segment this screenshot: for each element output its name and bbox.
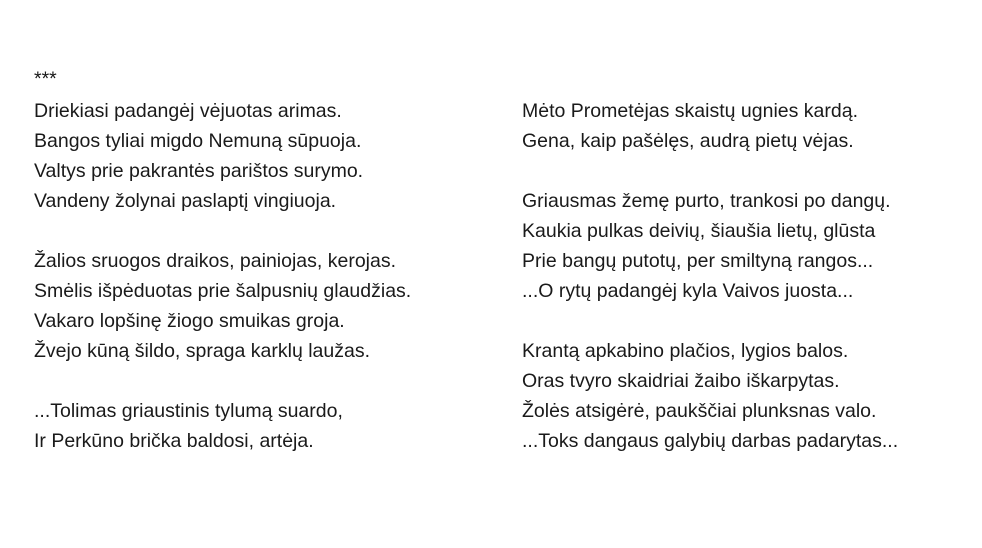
- stanza-left-1: [34, 96, 363, 216]
- poem-line: Ir Perkūno brička baldosi, artėja.: [34, 430, 314, 452]
- poem-line: Gena, kaip pašėlęs, audrą pietų vėjas.: [522, 130, 854, 152]
- poem-line: Krantą apkabino plačios, lygios balos.: [522, 340, 849, 362]
- stanza-right-3: [522, 336, 898, 456]
- poem-line: Žalios sruogos draikos, painiojas, kerojas.: [34, 250, 397, 272]
- poem-line: Žvejo kūną šildo, spraga karklų laužas.: [34, 340, 371, 362]
- stanza-right-1: [522, 96, 858, 156]
- stanza-left-3: [34, 396, 343, 456]
- poem-line: Žolės atsigėrė, paukščiai plunksnas valo.: [522, 400, 877, 422]
- poem-line: Smėlis išpėduotas prie šalpusnių glaudžias.: [34, 280, 412, 302]
- poem-line: Griausmas žemę purto, trankosi po dangų.: [522, 190, 891, 212]
- poem-line: Vandeny žolynai paslaptį vingiuoja.: [34, 190, 337, 212]
- poem-line: Kaukia pulkas deivių, šiaušia lietų, glūsta: [522, 220, 876, 242]
- poem-line: Oras tvyro skaidriai žaibo iškarpytas.: [522, 370, 840, 392]
- poem-line: Mėto Prometėjas skaistų ugnies kardą.: [522, 100, 858, 122]
- poem-line: Prie bangų putotų, per smiltyną rangos...: [522, 250, 874, 272]
- stanza-right-2: [522, 186, 891, 306]
- stanza-left-2: [34, 246, 411, 366]
- poem-line: Valtys prie pakrantės parištos surymo.: [34, 160, 364, 182]
- poem-line: ...Toks dangaus galybių darbas padarytas...: [522, 430, 899, 452]
- poem-line: Vakaro lopšinę žiogo smuikas groja.: [34, 310, 345, 332]
- poem-heading: ***: [34, 68, 57, 90]
- poem-line: Driekiasi padangėj vėjuotas arimas.: [34, 100, 342, 122]
- poem-line: Bangos tyliai migdo Nemuną sūpuoja.: [34, 130, 362, 152]
- poem-line: ...O rytų padangėj kyla Vaivos juosta...: [522, 280, 854, 302]
- poem-line: ...Tolimas griaustinis tylumą suardo,: [34, 400, 343, 422]
